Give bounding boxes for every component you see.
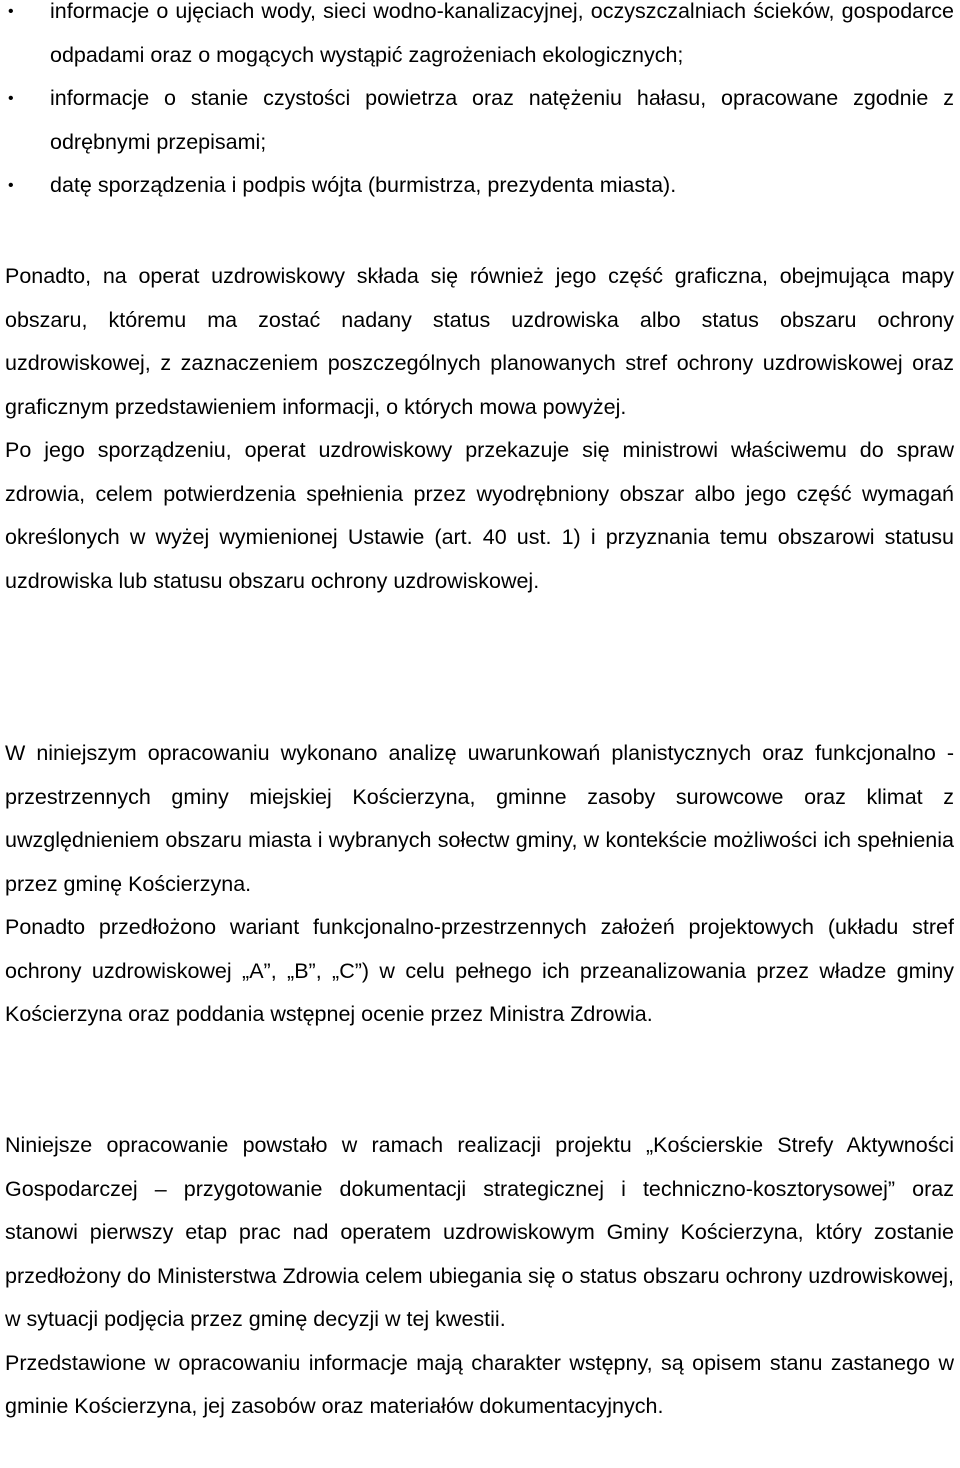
bullet-icon: • — [8, 177, 14, 194]
list-item — [0, 164, 960, 208]
paragraph-analysis: W niniejszym opracowaniu wykonano analizę uwarunkowań planistycznych oraz funkcjonalno - przestrzennych gminy miejskiej Kościerzyna, gminne zasoby surowcowe oraz klimat z uwzględnieniem obszaru miasta i wybranych sołectw gminy, w kontekście możliwości ich spełnienia przez gminę Kościerzyna. — [5, 741, 954, 896]
bullet-icon: • — [8, 90, 14, 107]
list-item-text: informacje o ujęciach wody, sieci wodno-kanalizacyjnej, oczyszczalniach ścieków, gospodarce odpadami oraz o mogących wystąpić zagrożeniach ekologicznych; — [50, 0, 954, 67]
list-item — [0, 77, 960, 164]
section-analysis — [0, 732, 960, 1037]
paragraph-project: Niniejsze opracowanie powstało w ramach realizacji projektu „Kościerskie Strefy Aktywności Gospodarczej – przygotowanie dokumentacji strategicznej i techniczno-kosztorysowej” oraz stanowi pierwszy etap prac nad operatem uzdrowiskowym Gminy Kościerzyna, który zostanie przedłożony do Ministerstwa Zdrowia celem ubiegania się o status obszaru ochrony uzdrowiskowej, w sytuacji podjęcia przez gminę decyzji w tej kwestii. — [5, 1133, 954, 1331]
paragraph-ministry-submission: Po jego sporządzeniu, operat uzdrowiskowy przekazuje się ministrowi właściwemu do spraw zdrowia, celem potwierdzenia spełnienia przez wyodrębniony obszar albo jego część wymagań określonych w wyżej wymienionej Ustawie (art. 40 ust. 1) i przyznania temu obszarowi statusu uzdrowiska lub statusu obszaru ochrony uzdrowiskowej. — [5, 438, 954, 593]
list-item-text: datę sporządzenia i podpis wójta (burmistrza, prezydenta miasta). — [50, 173, 677, 197]
bullet-list — [0, 0, 960, 208]
section-operat — [0, 255, 960, 603]
paragraph-variant: Ponadto przedłożono wariant funkcjonalno-przestrzennych założeń projektowych (układu stref ochrony uzdrowiskowej „A”, „B”, „C”) w celu pełnego ich przeanalizowania przez władze gminy Kościerzyna oraz poddania wstępnej ocenie przez Ministra Zdrowia. — [5, 915, 954, 1026]
list-item — [0, 0, 960, 77]
paragraph-summary: Przedstawione w opracowaniu informacje mają charakter wstępny, są opisem stanu zastanego w gminie Kościerzyna, jej zasobów oraz materiałów dokumentacyjnych. — [5, 1350, 954, 1418]
paragraph-graphic-part: Ponadto, na operat uzdrowiskowy składa się również jego część graficzna, obejmująca mapy obszaru, któremu ma zostać nadany status uzdrowiska albo status obszaru ochrony uzdrowiskowej, z zaznaczeniem poszczególnych planowanych stref ochrony uzdrowiskowej oraz graficznym przedstawieniem informacji, o których mowa powyżej. — [5, 264, 954, 419]
section-project — [0, 1124, 960, 1429]
list-item-text: informacje o stanie czystości powietrza oraz natężeniu hałasu, opracowane zgodnie z odrębnymi przepisami; — [50, 86, 954, 154]
bullet-icon: • — [8, 3, 14, 20]
